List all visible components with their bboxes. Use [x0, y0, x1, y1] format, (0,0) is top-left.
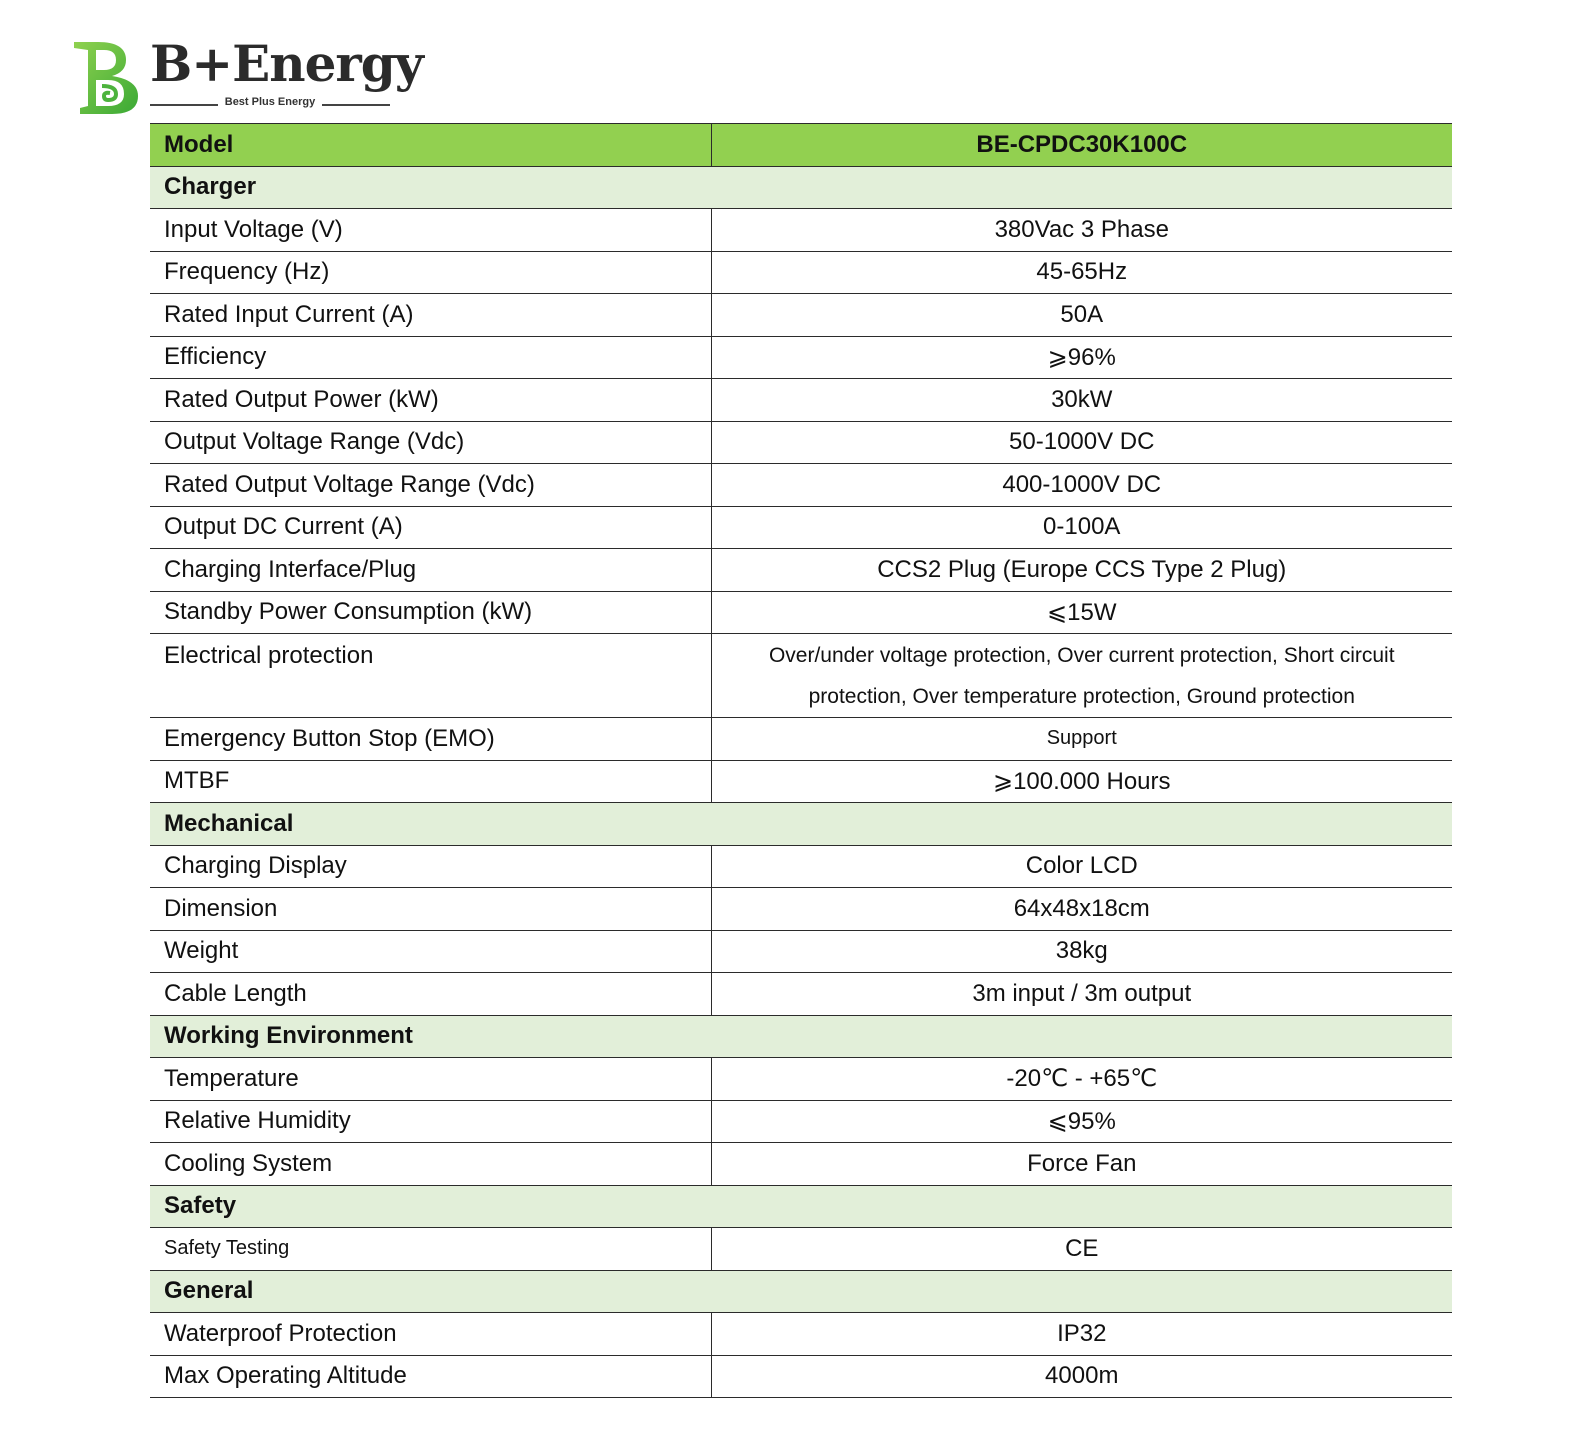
table-row: [150, 421, 1452, 464]
spec-label: Rated Input Current (A): [150, 294, 711, 337]
section-row-general: [150, 1270, 1452, 1313]
table-row: [150, 1355, 1452, 1398]
table-row: [150, 1058, 1452, 1101]
spec-label: Waterproof Protection: [150, 1313, 711, 1356]
spec-label: Input Voltage (V): [150, 209, 711, 252]
bp-monogram-logo-icon: [68, 36, 144, 116]
tagline-rule-left: [150, 104, 218, 106]
brand-tagline: Best Plus Energy: [224, 96, 316, 108]
table-row: [150, 549, 1452, 592]
table-row: [150, 845, 1452, 888]
spec-value: IP32: [711, 1313, 1452, 1356]
table-row: [150, 294, 1452, 337]
spec-label: Emergency Button Stop (EMO): [150, 718, 711, 761]
section-row-environment: [150, 1015, 1452, 1058]
spec-value: 4000m: [711, 1355, 1452, 1398]
brand-name: B+Energy: [150, 34, 423, 93]
section-row-mechanical: [150, 803, 1452, 846]
brand-tagline-group: [150, 96, 390, 112]
table-row: [150, 209, 1452, 252]
spec-label: Rated Output Voltage Range (Vdc): [150, 464, 711, 507]
table-row: [150, 888, 1452, 931]
table-row: [150, 973, 1452, 1016]
spec-value: ⩽95%: [711, 1100, 1452, 1143]
spec-label: Charging Interface/Plug: [150, 549, 711, 592]
spec-label: Output DC Current (A): [150, 506, 711, 549]
table-row: [150, 760, 1452, 803]
spec-label: Output Voltage Range (Vdc): [150, 421, 711, 464]
spec-value: Over/under voltage protection, Over current protection, Short circuit protection, Over temperature protection, Ground protection: [711, 634, 1452, 718]
spec-label: Frequency (Hz): [150, 251, 711, 294]
spec-label: Temperature: [150, 1058, 711, 1101]
spec-label: Cable Length: [150, 973, 711, 1016]
spec-value: Color LCD: [711, 845, 1452, 888]
table-row: [150, 1228, 1452, 1271]
section-title: Mechanical: [150, 803, 1452, 846]
table-row: [150, 336, 1452, 379]
spec-value: ⩾96%: [711, 336, 1452, 379]
spec-label: Rated Output Power (kW): [150, 379, 711, 422]
spec-value: CE: [711, 1228, 1452, 1271]
spec-value: 400-1000V DC: [711, 464, 1452, 507]
model-value: BE-CPDC30K100C: [711, 124, 1452, 167]
section-title: Working Environment: [150, 1015, 1452, 1058]
spec-label: Dimension: [150, 888, 711, 931]
table-row: [150, 1143, 1452, 1186]
spec-value: 50A: [711, 294, 1452, 337]
table-header-row: [150, 124, 1452, 167]
table-row: [150, 591, 1452, 634]
table-row: [150, 1313, 1452, 1356]
spec-value: Support: [711, 718, 1452, 761]
spec-value: 3m input / 3m output: [711, 973, 1452, 1016]
spec-value: 380Vac 3 Phase: [711, 209, 1452, 252]
table-row: [150, 634, 1452, 718]
section-title: General: [150, 1270, 1452, 1313]
brand-logo: [68, 34, 423, 118]
spec-value: CCS2 Plug (Europe CCS Type 2 Plug): [711, 549, 1452, 592]
spec-value: 30kW: [711, 379, 1452, 422]
table-row: [150, 251, 1452, 294]
spec-label: MTBF: [150, 760, 711, 803]
section-title: Charger: [150, 166, 1452, 209]
spec-label: Standby Power Consumption (kW): [150, 591, 711, 634]
spec-label: Cooling System: [150, 1143, 711, 1186]
table-row: [150, 379, 1452, 422]
spec-label: Weight: [150, 930, 711, 973]
spec-value: ⩽15W: [711, 591, 1452, 634]
spec-label: Relative Humidity: [150, 1100, 711, 1143]
spec-value: 64x48x18cm: [711, 888, 1452, 931]
spec-value: 0-100A: [711, 506, 1452, 549]
spec-value: Force Fan: [711, 1143, 1452, 1186]
table-row: [150, 464, 1452, 507]
table-row: [150, 1100, 1452, 1143]
spec-value: 38kg: [711, 930, 1452, 973]
spec-value: -20℃ - +65℃: [711, 1058, 1452, 1101]
spec-label: Electrical protection: [150, 634, 711, 718]
tagline-rule-right: [322, 104, 390, 106]
spec-label: Efficiency: [150, 336, 711, 379]
table-row: [150, 718, 1452, 761]
spec-label: Charging Display: [150, 845, 711, 888]
spec-label: Max Operating Altitude: [150, 1355, 711, 1398]
spec-value: 45-65Hz: [711, 251, 1452, 294]
section-row-charger: [150, 166, 1452, 209]
spec-value: 50-1000V DC: [711, 421, 1452, 464]
section-row-safety: [150, 1185, 1452, 1228]
spec-table: [150, 123, 1452, 1398]
model-label: Model: [150, 124, 711, 167]
spec-value: ⩾100.000 Hours: [711, 760, 1452, 803]
section-title: Safety: [150, 1185, 1452, 1228]
table-row: [150, 506, 1452, 549]
table-row: [150, 930, 1452, 973]
spec-label: Safety Testing: [150, 1228, 711, 1271]
